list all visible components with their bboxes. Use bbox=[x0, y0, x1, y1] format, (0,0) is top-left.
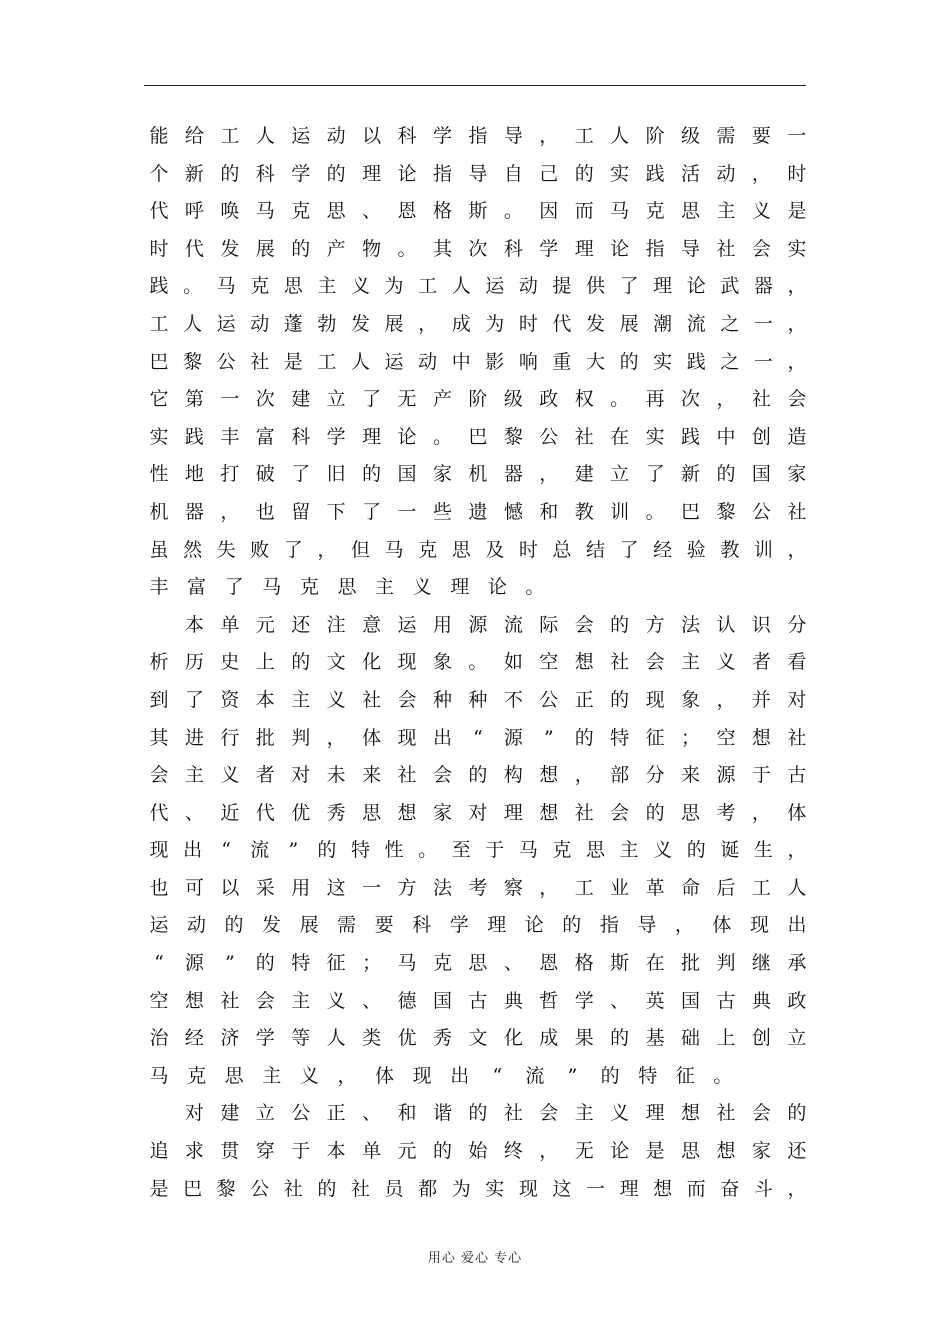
text-line: 虽 然 失 败 了 ， 但 马 克 思 及 时 总 结 了 经 验 教 训 ， bbox=[149, 538, 807, 561]
text-line: 它 第 一 次 建 立 了 无 产 阶 级 政 权 。 再 次 ， 社 会 bbox=[149, 388, 807, 411]
header-rule bbox=[144, 85, 806, 86]
text-line: 现 出 “ 流 ” 的 特 性 。 至 于 马 克 思 主 义 的 诞 生 ， bbox=[149, 839, 807, 862]
text-line: 践 。 马 克 思 主 义 为 工 人 运 动 提 供 了 理 论 武 器 ， bbox=[149, 275, 807, 298]
text-line: 治 经 济 学 等 人 类 优 秀 文 化 成 果 的 基 础 上 创 立 bbox=[149, 1027, 807, 1050]
text-line: 代 、 近 代 优 秀 思 想 家 对 理 想 社 会 的 思 考 ， 体 bbox=[149, 801, 807, 824]
text-line: 追 求 贯 穿 于 本 单 元 的 始 终 ， 无 论 是 思 想 家 还 bbox=[149, 1140, 807, 1163]
text-line: 丰 富 了 马 克 思 主 义 理 论 。 bbox=[149, 576, 545, 599]
text-line: 性 地 打 破 了 旧 的 国 家 机 器 ， 建 立 了 新 的 国 家 bbox=[149, 463, 807, 486]
text-line: 是 巴 黎 公 社 的 社 员 都 为 实 现 这 一 理 想 而 奋 斗 ， bbox=[149, 1177, 807, 1200]
text-line: 时 代 发 展 的 产 物 。 其 次 科 学 理 论 指 导 社 会 实 bbox=[149, 237, 807, 260]
text-line: 代 呼 唤 马 克 思 、 恩 格 斯 。 因 而 马 克 思 主 义 是 bbox=[149, 200, 807, 223]
text-line: 机 器 ， 也 留 下 了 一 些 遗 憾 和 教 训 。 巴 黎 公 社 bbox=[149, 500, 807, 523]
text-line: 会 主 义 者 对 未 来 社 会 的 构 想 ， 部 分 来 源 于 古 bbox=[149, 764, 807, 787]
text-line: 运 动 的 发 展 需 要 科 学 理 论 的 指 导 ， 体 现 出 bbox=[149, 914, 807, 937]
text-line: 工 人 运 动 蓬 勃 发 展 ， 成 为 时 代 发 展 潮 流 之 一 ， bbox=[149, 312, 807, 335]
text-line: 本 单 元 还 注 意 运 用 源 流 际 会 的 方 法 认 识 分 bbox=[184, 613, 807, 636]
text-line: 巴 黎 公 社 是 工 人 运 动 中 影 响 重 大 的 实 践 之 一 ， bbox=[149, 350, 807, 373]
body-text bbox=[148, 118, 808, 1208]
text-line: 实 践 丰 富 科 学 理 论 。 巴 黎 公 社 在 实 践 中 创 造 bbox=[149, 425, 807, 448]
text-line: “ 源 ” 的 特 征 ； 马 克 思 、 恩 格 斯 在 批 判 继 承 bbox=[154, 952, 807, 975]
text-line: 也 可 以 采 用 这 一 方 法 考 察 ， 工 业 革 命 后 工 人 bbox=[149, 876, 807, 899]
page-footer: 用心 爱心 专心 bbox=[427, 1251, 523, 1266]
text-line: 析 历 史 上 的 文 化 现 象 。 如 空 想 社 会 主 义 者 看 bbox=[149, 651, 807, 674]
text-line: 个 新 的 科 学 的 理 论 指 导 自 己 的 实 践 活 动 ， 时 bbox=[149, 162, 807, 185]
text-line: 马 克 思 主 义 ， 体 现 出 “ 流 ” 的 特 征 。 bbox=[149, 1064, 733, 1087]
text-line: 对 建 立 公 正 、 和 谐 的 社 会 主 义 理 想 社 会 的 bbox=[184, 1102, 807, 1125]
text-line: 其 进 行 批 判 ， 体 现 出 “ 源 ” 的 特 征 ； 空 想 社 bbox=[149, 726, 807, 749]
text-line: 空 想 社 会 主 义 、 德 国 古 典 哲 学 、 英 国 古 典 政 bbox=[149, 989, 807, 1012]
text-line: 能 给 工 人 运 动 以 科 学 指 导 ， 工 人 阶 级 需 要 一 bbox=[149, 125, 807, 147]
text-line: 到 了 资 本 主 义 社 会 种 种 不 公 正 的 现 象 ， 并 对 bbox=[149, 688, 807, 711]
